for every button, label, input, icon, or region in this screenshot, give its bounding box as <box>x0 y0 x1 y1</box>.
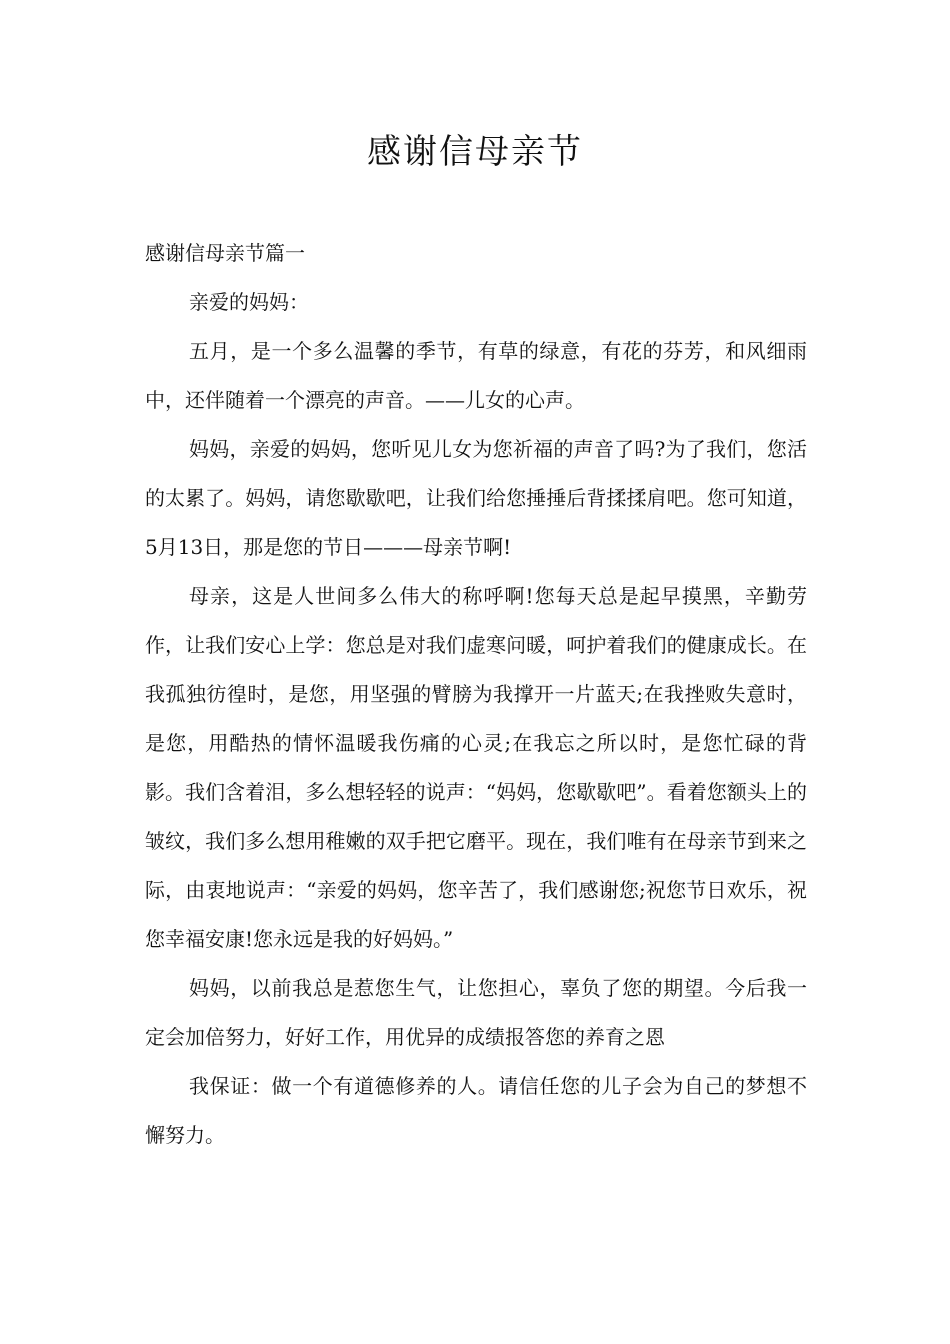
paragraph: 妈妈，亲爱的妈妈，您听见儿女为您祈福的声音了吗?为了我们，您活的太累了。妈妈，请您歇歇吧，让我们给您捶捶后背揉揉肩吧。您可知道，5月13日，那是您的节日———母亲节啊! <box>145 437 807 559</box>
paragraph: 母亲，这是人世间多么伟大的称呼啊!您每天总是起早摸黑，辛勤劳作，让我们安心上学：您总是对我们虚寒问暖，呵护着我们的健康成长。在我孤独彷徨时，是您，用坚强的臂膀为我撑开一片蓝天;在我挫败失意时，是您，用酷热的情怀温暖我伤痛的心灵;在我忘之所以时，是您忙碌的背影。我们含着泪，多么想轻轻的说声：“妈妈，您歇歇吧”。看着您额头上的皱纹，我们多么想用稚嫩的双手把它磨平。现在，我们唯有在母亲节到来之际，由衷地说声：“亲爱的妈妈，您辛苦了，我们感谢您;祝您节日欢乐，祝您幸福安康!您永远是我的好妈妈。” <box>145 584 807 951</box>
paragraph: 妈妈，以前我总是惹您生气，让您担心，辜负了您的期望。今后我一定会加倍努力，好好工作，用优异的成绩报答您的养育之恩 <box>145 976 807 1049</box>
document-title: 感谢信母亲节 <box>367 132 583 172</box>
section-heading: 感谢信母亲节篇一 <box>145 241 305 265</box>
document-body <box>145 229 807 1160</box>
salutation: 亲爱的妈妈： <box>189 290 309 314</box>
paragraph: 五月，是一个多么温馨的季节，有草的绿意，有花的芬芳，和风细雨中，还伴随着一个漂亮的声音。——儿女的心声。 <box>145 339 807 412</box>
paragraph: 我保证：做一个有道德修养的人。请信任您的儿子会为自己的梦想不懈努力。 <box>145 1074 807 1147</box>
